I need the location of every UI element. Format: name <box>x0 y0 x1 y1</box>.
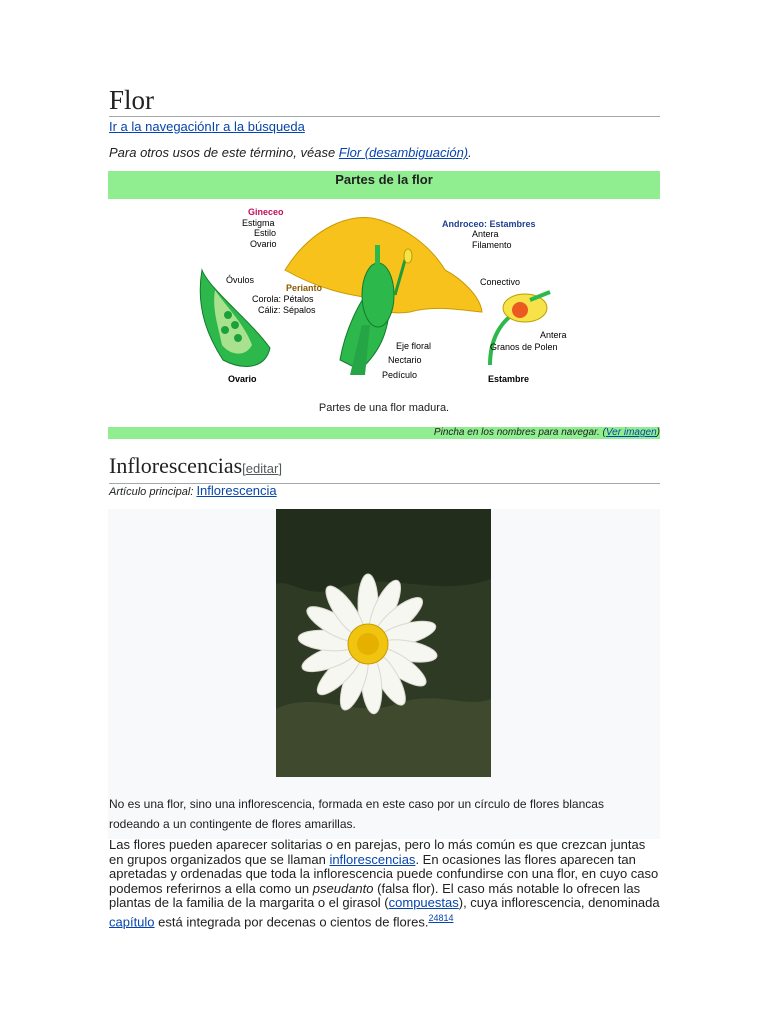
caliz-label[interactable]: Cáliz: Sépalos <box>258 305 316 315</box>
eje-label[interactable]: Eje floral <box>396 341 432 351</box>
jump-links <box>109 119 305 134</box>
reference-link[interactable]: 24814 <box>428 912 454 923</box>
edit-bracket-open: [ <box>242 461 246 476</box>
granos-label[interactable]: Granos de Polen <box>490 342 558 352</box>
edit-section-link[interactable]: editar <box>245 461 279 476</box>
footer-prefix: Pincha en los nombres para navegar. ( <box>433 427 606 438</box>
stamen-detail <box>490 292 550 365</box>
page-title: Flor <box>109 84 660 117</box>
diagram-caption: Partes de una flor madura. <box>318 402 450 414</box>
antera2-label[interactable]: Antera <box>540 330 567 340</box>
perianto-label[interactable]: Perianto <box>286 283 323 293</box>
main-article-label: Artículo principal: <box>109 486 197 498</box>
section-title: Inflorescencias <box>109 453 243 478</box>
estambre-title[interactable]: Estambre <box>488 374 530 384</box>
pediculo-label[interactable]: Pedículo <box>382 370 418 380</box>
pseudanto-term: pseudanto <box>312 880 374 896</box>
antera-label[interactable]: Antera <box>472 229 499 239</box>
paragraph-part-5: está integrada por decenas o cientos de flores. <box>154 914 429 930</box>
main-article-note <box>109 483 277 498</box>
ovulos-label[interactable]: Óvulos <box>226 275 255 285</box>
infobox-footer <box>108 427 660 439</box>
paragraph-part-3: (falsa flor). El caso más notable lo ofrecen las plantas de la familia de la margarita o el girasol ( <box>109 880 641 911</box>
main-article-link[interactable]: Inflorescencia <box>196 483 277 498</box>
jump-to-search-link[interactable]: Ir a la búsqueda <box>211 119 305 134</box>
inflorescence-paragraph <box>109 838 661 930</box>
estilo-label[interactable]: Estilo <box>254 228 277 238</box>
jump-to-navigation-link[interactable]: Ir a la navegación <box>109 119 212 134</box>
footer-suffix: ) <box>656 427 660 438</box>
estigma-label[interactable]: Estigma <box>242 218 275 228</box>
nectario-label[interactable]: Nectario <box>388 355 422 365</box>
view-image-link[interactable]: Ver imagen <box>605 427 657 438</box>
filamento-label[interactable]: Filamento <box>472 240 512 250</box>
hatnote-prefix: Para otros usos de este término, véase <box>109 145 339 160</box>
hatnote <box>109 145 472 160</box>
androceo-label[interactable]: Androceo: Estambres <box>442 219 536 229</box>
ovario-title[interactable]: Ovario <box>228 374 257 384</box>
infobox-header: Partes de la flor <box>108 171 660 199</box>
corola-label[interactable]: Corola: Pétalos <box>252 294 314 304</box>
inflorescencias-link[interactable]: inflorescencias <box>329 851 416 867</box>
daisy-photo[interactable] <box>276 509 491 777</box>
figure-caption: No es una flor, sino una inflorescencia, formada en este caso por un círculo de flores blancas rodeando a un contingente de flores amarillas. <box>109 797 604 831</box>
paragraph-part-1: Las flores pueden aparecer solitarias o en parejas, pero lo más común es que crezcan juntas en grupos organizados que se llaman <box>109 837 646 867</box>
conectivo-label[interactable]: Conectivo <box>480 277 521 287</box>
section-heading <box>109 452 660 484</box>
compuestas-link[interactable]: compuestas <box>388 895 459 911</box>
hatnote-suffix: . <box>468 145 472 160</box>
main-flower <box>285 217 482 375</box>
paragraph-part-2: . En ocasiones las flores aparecen tan apretadas y ordenadas que toda la inflorescencia puede confundirse con una flor, en cuyo caso podemos referirnos a ella como un <box>109 851 659 896</box>
flower-parts-diagram <box>190 200 590 395</box>
edit-bracket-close: ] <box>278 461 282 476</box>
disambiguation-link[interactable]: Flor (desambiguación) <box>338 145 469 160</box>
ovario-label[interactable]: Ovario <box>250 239 277 249</box>
gineceo-label[interactable]: Gineceo <box>248 207 284 217</box>
paragraph-part-4: ), cuya inflorescencia, denominada <box>458 895 660 911</box>
capitulo-link[interactable]: capítulo <box>109 914 155 930</box>
